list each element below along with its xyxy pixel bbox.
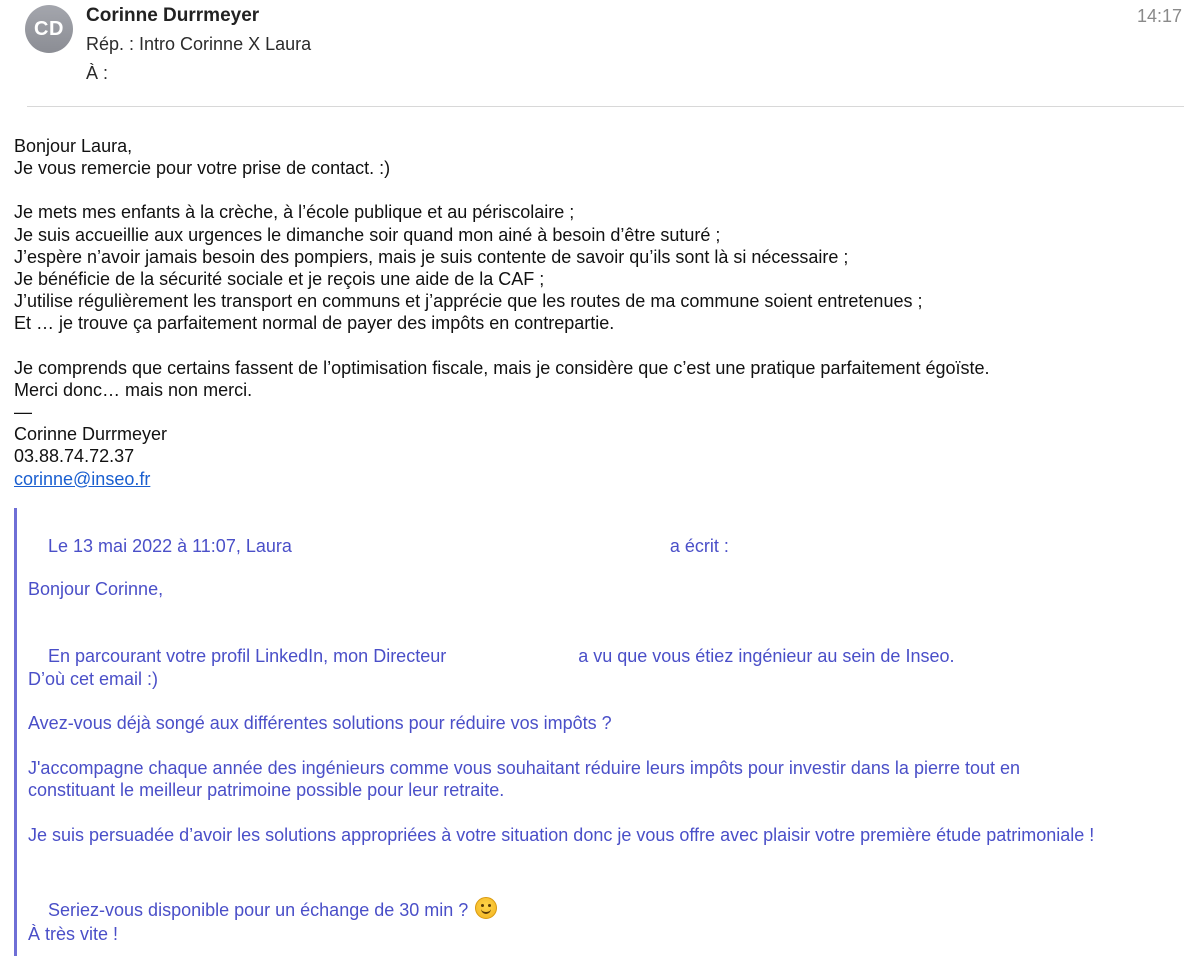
- quoted-message: [14, 508, 1197, 956]
- sender-name[interactable]: Corinne Durrmeyer: [86, 5, 260, 26]
- signature-email-link[interactable]: corinne@inseo.fr: [14, 468, 151, 489]
- signature-separator: —: [14, 402, 32, 423]
- quote-attribution: [28, 513, 729, 580]
- message-time: 14:17: [1136, 6, 1182, 26]
- quote-attribution-prefix: Le 13 mai 2022 à 11:07, Laura: [48, 536, 292, 557]
- body-line: Je suis accueillie aux urgences le dimanche soir quand mon ainé à besoin d’être suturé ;: [14, 224, 721, 245]
- quote-paragraph: J'accompagne chaque année des ingénieurs comme vous souhaitant réduire leurs impôts pour investir dans la pierre tout en: [28, 758, 1021, 778]
- body-line: Bonjour Laura,: [14, 136, 133, 156]
- signature-phone: 03.88.74.72.37: [14, 446, 135, 467]
- body-line: Je mets mes enfants à la crèche, à l’école publique et au périscolaire ;: [14, 202, 575, 223]
- quote-paragraph: constituant le meilleur patrimoine possible pour leur retraite.: [28, 780, 505, 800]
- quote-para1-prefix: En parcourant votre profil LinkedIn, mon Directeur: [48, 646, 447, 667]
- quote-closing: À très vite !: [28, 924, 119, 944]
- quote-attribution-suffix: a écrit :: [669, 536, 729, 557]
- body-line: Je comprends que certains fassent de l’optimisation fiscale, mais je considère que c’est une pratique parfaitement égoïste.: [14, 357, 990, 378]
- body-line: Je vous remercie pour votre prise de contact. :): [14, 158, 391, 179]
- quote-para6-text: Seriez-vous disponible pour un échange de 30 min ?: [48, 900, 469, 921]
- quote-paragraph: D’où cet email :): [28, 669, 159, 689]
- body-line: J’espère n’avoir jamais besoin des pompiers, mais je suis contente de savoir qu’ils sont là si nécessaire ;: [14, 246, 849, 267]
- recipient-label: À :: [86, 63, 109, 83]
- message-body: [14, 135, 1194, 490]
- sender-avatar[interactable]: CD: [25, 5, 73, 53]
- signature-name: Corinne Durrmeyer: [14, 424, 168, 445]
- body-line: Et … je trouve ça parfaitement normal de payer des impôts en contrepartie.: [14, 313, 615, 334]
- quote-paragraph: Avez-vous déjà songé aux différentes solutions pour réduire vos impôts ?: [28, 713, 612, 733]
- smiling-face-icon: [475, 897, 497, 919]
- body-line: Merci donc… mais non merci.: [14, 379, 253, 400]
- quote-paragraph: [28, 623, 954, 690]
- quote-para1-suffix: a vu que vous étiez ingénieur au sein de Inseo.: [578, 646, 955, 667]
- message-header: [0, 0, 1200, 108]
- quote-greeting: Bonjour Corinne,: [28, 579, 164, 599]
- body-line: J’utilise régulièrement les transport en communs et j’apprécie que les routes de ma commune soient entretenues ;: [14, 291, 923, 312]
- quote-paragraph: Je suis persuadée d’avoir les solutions appropriées à votre situation donc je vous offre avec plaisir votre première étude patrimoniale !: [28, 825, 1095, 845]
- body-line: Je bénéficie de la sécurité sociale et je reçois une aide de la CAF ;: [14, 269, 545, 290]
- header-divider: [27, 106, 1184, 107]
- message-subject: Rép. : Intro Corinne X Laura: [86, 34, 312, 54]
